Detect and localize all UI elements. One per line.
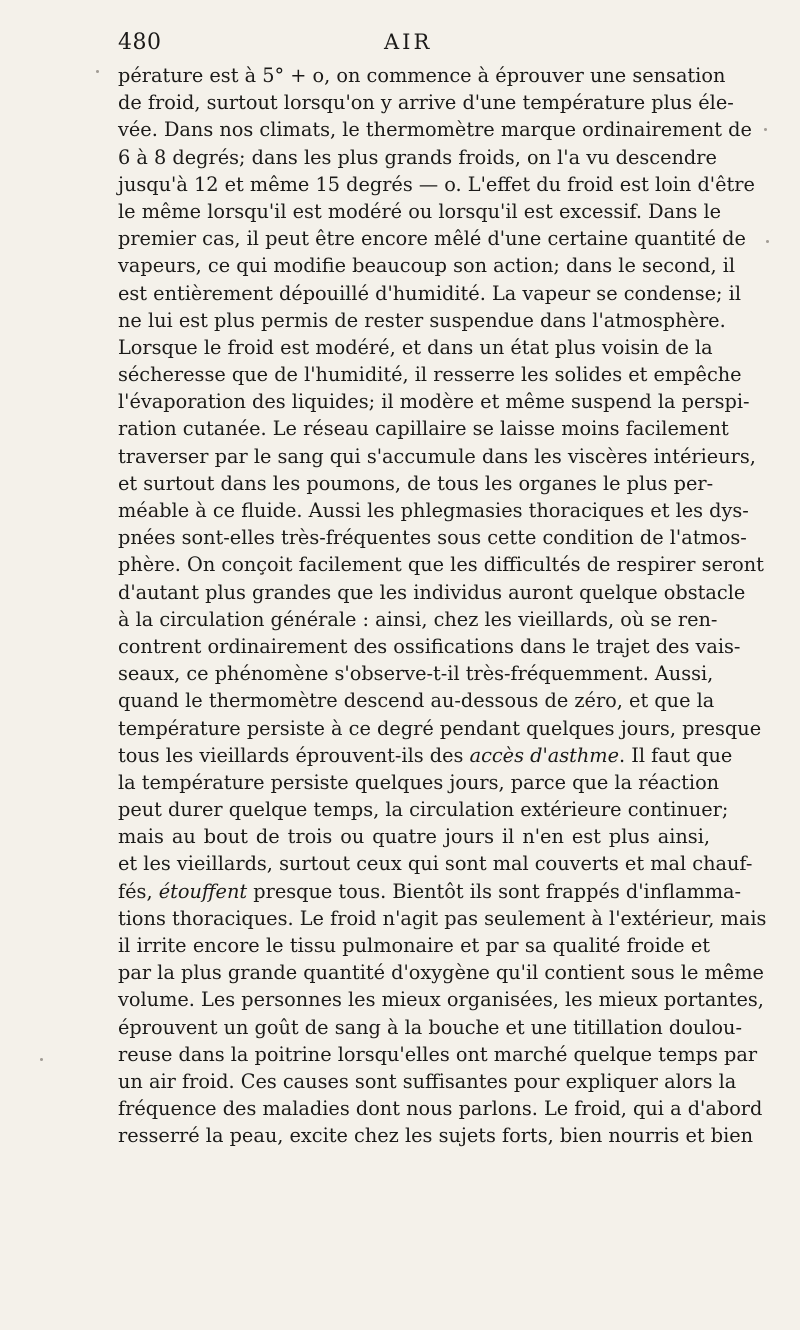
- text-line: et les vieillards, surtout ceux qui sont mal couverts et mal chauf-: [118, 852, 753, 876]
- page-header: [118, 30, 710, 60]
- text-segment: presque tous. Bientôt ils sont frappés d'inflamma-: [247, 879, 742, 903]
- text-line-with-italic: [118, 742, 733, 769]
- text-line: reuse dans la poitrine lorsqu'elles ont marché quelque temps par: [118, 1042, 758, 1066]
- text-line: Lorsque le froid est modéré, et dans un état plus voisin de la: [118, 335, 713, 359]
- text-line: 6 à 8 degrés; dans les plus grands froids, on l'a vu descendre: [118, 145, 717, 169]
- text-line: méable à ce fluide. Aussi les phlegmasies thoraciques et les dys-: [118, 499, 749, 522]
- text-line: fréquence des maladies dont nous parlons. Le froid, qui a d'abord: [118, 1097, 763, 1121]
- text-segment: . Il faut que: [619, 743, 733, 767]
- text-line: peut durer quelque temps, la circulation extérieure continuer;: [118, 798, 729, 822]
- text-line: contrent ordinairement des ossifications dans le trajet des vais-: [118, 634, 741, 658]
- text-line: traverser par le sang qui s'accumule dans les viscères intérieurs,: [118, 444, 756, 468]
- text-line: est entièrement dépouillé d'humidité. La vapeur se condense; il: [118, 281, 741, 305]
- text-line: l'évaporation des liquides; il modère et même suspend la perspi-: [118, 390, 750, 414]
- text-line: éprouvent un goût de sang à la bouche et une titillation doulou-: [118, 1015, 742, 1039]
- text-line: quand le thermomètre descend au-dessous de zéro, et que la: [118, 689, 715, 713]
- text-line: température persiste à ce degré pendant quelques jours, presque: [118, 716, 762, 740]
- text-line-with-italic: [118, 878, 742, 905]
- text-line: la température persiste quelques jours, parce que la réaction: [118, 770, 720, 794]
- text-line: jusqu'à 12 et même 15 degrés — o. L'effet du froid est loin d'être: [118, 172, 755, 196]
- text-line: tions thoraciques. Le froid n'agit pas seulement à l'extérieur, mais: [118, 906, 767, 930]
- text-line: resserré la peau, excite chez les sujets forts, bien nourris et bien: [118, 1124, 754, 1148]
- text-line: ration cutanée. Le réseau capillaire se laisse moins facilement: [118, 417, 729, 441]
- print-speck: [96, 70, 99, 73]
- print-speck: [40, 1058, 43, 1061]
- text-line: par la plus grande quantité d'oxygène qu'il contient sous le même: [118, 961, 764, 985]
- text-line: il irrite encore le tissu pulmonaire et par sa qualité froide et: [118, 934, 710, 957]
- text-line: phère. On conçoit facilement que les difficultés de respirer seront: [118, 553, 764, 577]
- text-line: de froid, surtout lorsqu'on y arrive d'une température plus éle-: [118, 91, 734, 115]
- text-line: d'autant plus grandes que les individus auront quelque obstacle: [118, 580, 746, 604]
- text-line: sécheresse que de l'humidité, il resserre les solides et empêche: [118, 363, 742, 387]
- text-line: seaux, ce phénomène s'observe-t-il très-fréquemment. Aussi,: [118, 662, 714, 686]
- body-text: [118, 62, 767, 1150]
- text-segment: fés,: [118, 879, 159, 903]
- text-segment: tous les vieillards éprouvent-ils des: [118, 743, 470, 767]
- text-line: vée. Dans nos climats, le thermomètre marque ordinairement de: [118, 118, 752, 142]
- print-speck: [766, 240, 769, 243]
- text-line: pérature est à 5° + o, on commence à éprouver une sensation: [118, 64, 726, 87]
- text-line: pnées sont-elles très-fréquentes sous cette condition de l'atmos-: [118, 526, 747, 550]
- text-line: mais au bout de trois ou quatre jours il n'en est plus ainsi,: [118, 825, 710, 849]
- print-speck: [764, 128, 767, 131]
- text-line: volume. Les personnes les mieux organisées, les mieux portantes,: [118, 988, 764, 1012]
- text-line: un air froid. Ces causes sont suffisantes pour expliquer alors la: [118, 1069, 737, 1093]
- running-head: AIR: [384, 30, 433, 54]
- page-number: 480: [118, 30, 162, 55]
- italic-word: étouffent: [158, 879, 248, 903]
- italic-phrase: accès d'asthme: [469, 743, 619, 767]
- text-line: le même lorsqu'il est modéré ou lorsqu'il est excessif. Dans le: [118, 199, 722, 223]
- text-line: à la circulation générale : ainsi, chez les vieillards, où se ren-: [118, 607, 718, 631]
- text-line: premier cas, il peut être encore mêlé d'une certaine quantité de: [118, 227, 746, 251]
- text-line: vapeurs, ce qui modifie beaucoup son action; dans le second, il: [118, 254, 736, 278]
- text-line: et surtout dans les poumons, de tous les organes le plus per-: [118, 471, 714, 495]
- text-line: ne lui est plus permis de rester suspendue dans l'atmosphère.: [118, 308, 726, 332]
